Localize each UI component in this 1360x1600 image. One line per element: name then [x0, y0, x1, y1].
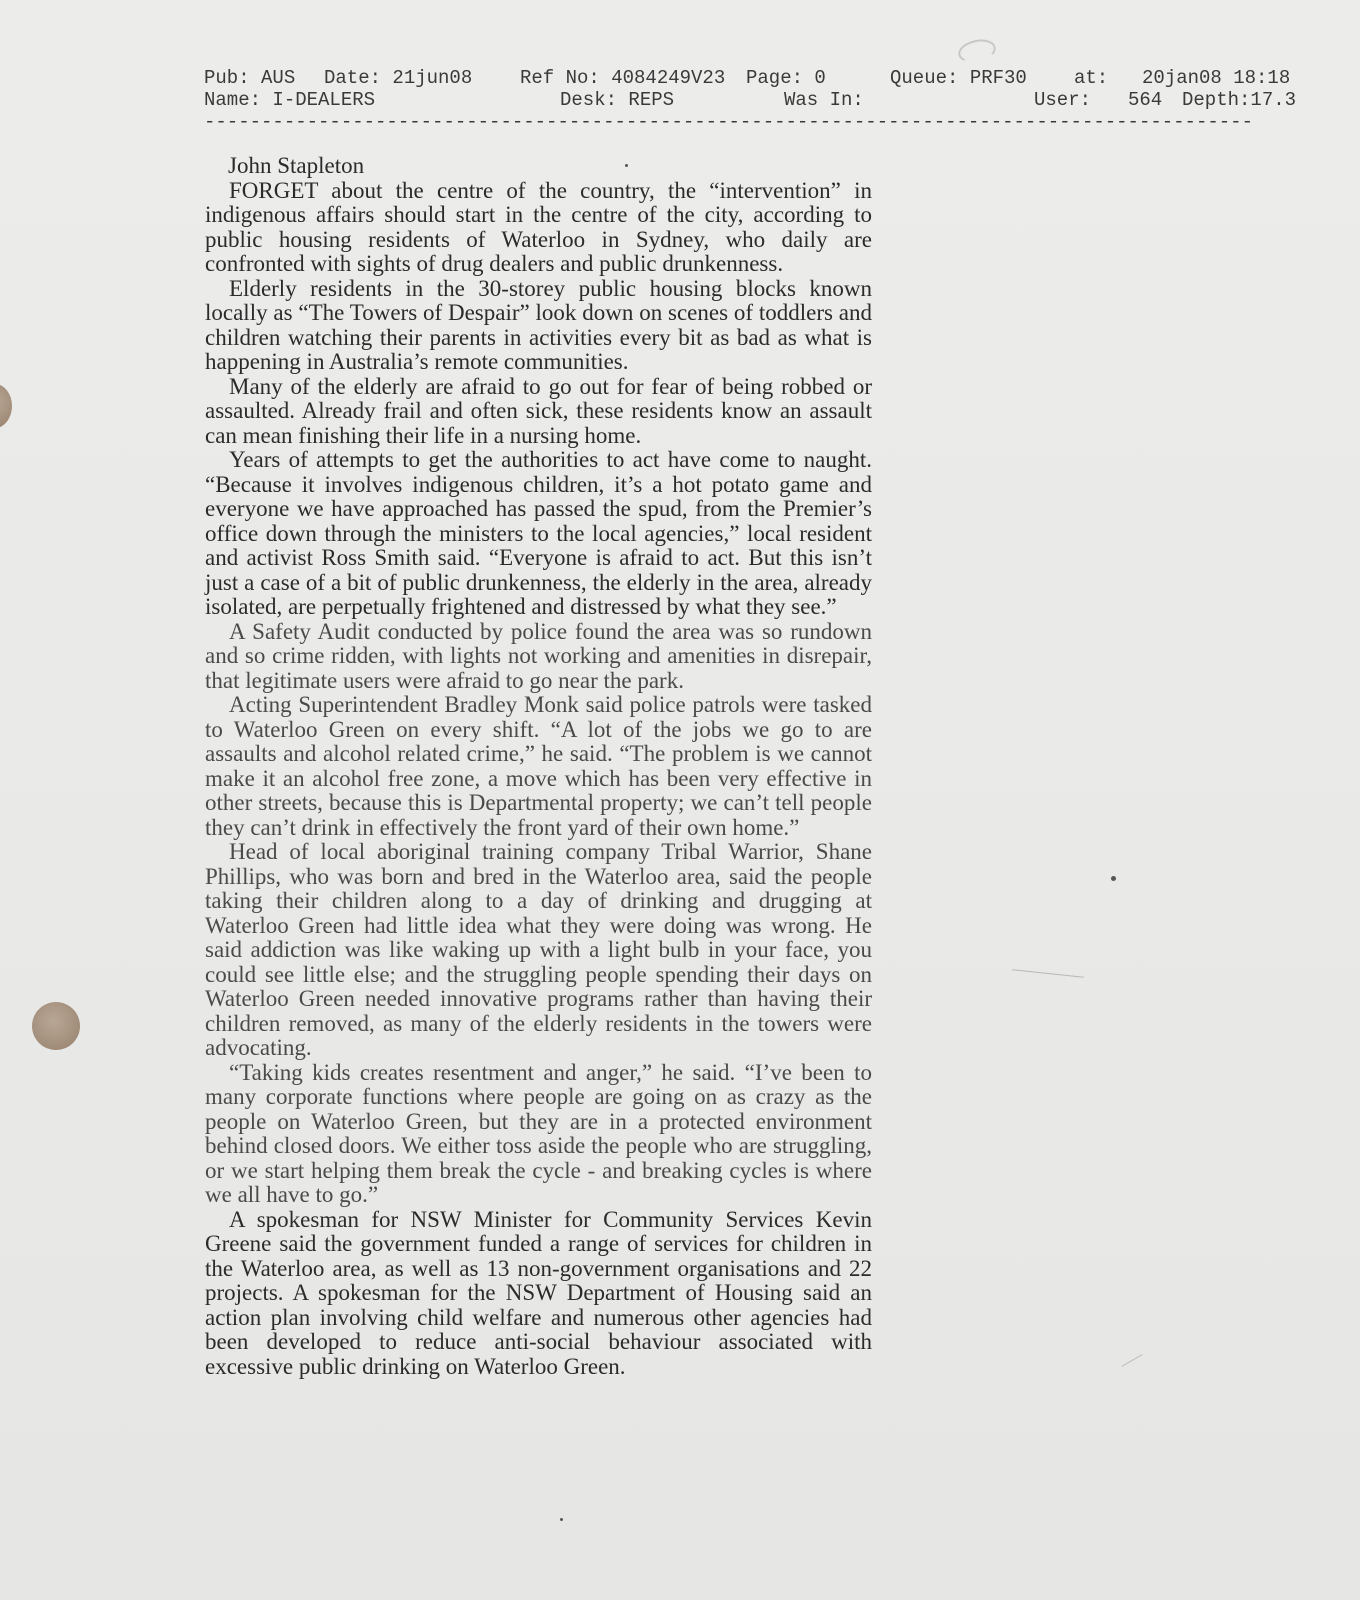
article-paragraph: Elderly residents in the 30-storey public housing blocks known locally as “The Towers of Despair” look down on scenes of toddlers and children watching their parents in activities every bit as bad as what is happening in Australia’s remote communities.	[205, 275, 872, 374]
article-paragraph: Head of local aboriginal training company Tribal Warrior, Shane Phillips, who was born and bred in the Waterloo area, said the people taking their children along to a day of drinking and drugging at Waterloo Green had little idea what they were doing was wrong. He said addiction was like waking up with a light bulb in your face, you could see little else; and the struggling people spending their days on Waterloo Green needed innovative programs rather than having their children removed, as many of the elderly residents in the towers were advocating.	[205, 839, 872, 1060]
ref-no-field: Ref No: 4084249V23	[520, 67, 726, 89]
was-in-field: Was In:	[784, 89, 864, 111]
header-rule: --------------------------------------------------------------------------------------------	[204, 112, 1253, 133]
punch-hole-bottom	[32, 1002, 80, 1050]
byline: John Stapleton	[228, 153, 365, 178]
at-label: at:	[1074, 67, 1109, 89]
article-body	[205, 154, 872, 1379]
article-paragraph: A Safety Audit conducted by police found the area was so rundown and so crime ridden, with lights not working and amenities in disrepair, that legitimate users were afraid to go near the park.	[205, 618, 872, 693]
paper-scratch	[1012, 969, 1084, 978]
article-paragraph: Acting Superintendent Bradley Monk said police patrols were tasked to Waterloo Green on every shift. “A lot of the jobs we go to are assaults and alcohol related crime,” he said. “The problem is we cannot make it an alcohol free zone, a move which has been very effective in other streets, because this is Departmental property; we can’t tell people they can’t drink in effectively the front yard of their own home.”	[205, 692, 872, 840]
paper-mark	[956, 36, 998, 65]
pub-field: Pub: AUS	[204, 67, 296, 89]
depth-field: Depth:17.3	[1182, 89, 1297, 111]
article-paragraph: “Taking kids creates resentment and anger,” he said. “I’ve been to many corporate functions where people are going on as crazy as the people on Waterloo Green, but they are in a protected environment behind closed doors. We either toss aside the people who are struggling, or we start helping them break the cycle - and breaking cycles is where we all have to go.”	[205, 1059, 872, 1207]
article-paragraph: FORGET about the centre of the country, the “intervention” in indigenous affairs should start in the centre of the city, according to public housing residents of Waterloo in Sydney, who daily are confronted with sights of drug dealers and public drunkenness.	[205, 177, 872, 276]
article-paragraph: A spokesman for NSW Minister for Community Services Kevin Greene said the government funded a range of services for children in the Waterloo area, as well as 13 non-government organisations and 22 projects. A spokesman for the NSW Department of Housing said an action plan involving child welfare and numerous other agencies had been developed to reduce anti-social behaviour associated with excessive public drinking on Waterloo Green.	[205, 1206, 872, 1379]
page-field: Page: 0	[746, 67, 826, 89]
article-paragraph: Years of attempts to get the authorities to act have come to naught. “Because it involves indigenous children, it’s a hot potato game and everyone we have approached has passed the spud, from the Premier’s office down through the ministers to the local agencies,” local resident and activist Ross Smith said. “Everyone is afraid to act. But this isn’t just a case of a bit of public drunkenness, the elderly in the area, already isolated, are perpetually frightened and distressed by what they see.”	[205, 447, 872, 619]
paper-speck	[560, 1518, 563, 1521]
punch-hole-top	[0, 384, 12, 428]
queue-field: Queue: PRF30	[890, 67, 1027, 89]
user-value: 564	[1128, 89, 1163, 111]
paper-speck	[1111, 876, 1116, 881]
user-label: User:	[1034, 89, 1092, 111]
paper-scratch	[1121, 1354, 1142, 1367]
article-paragraph: Many of the elderly are afraid to go out for fear of being robbed or assaulted. Already frail and often sick, these residents know an assault can mean finishing their life in a nursing home.	[205, 373, 872, 448]
date-field: Date: 21jun08	[324, 67, 473, 89]
desk-field: Desk: REPS	[560, 89, 675, 111]
at-value: 20jan08 18:18	[1142, 67, 1291, 89]
name-field: Name: I-DEALERS	[204, 89, 376, 111]
